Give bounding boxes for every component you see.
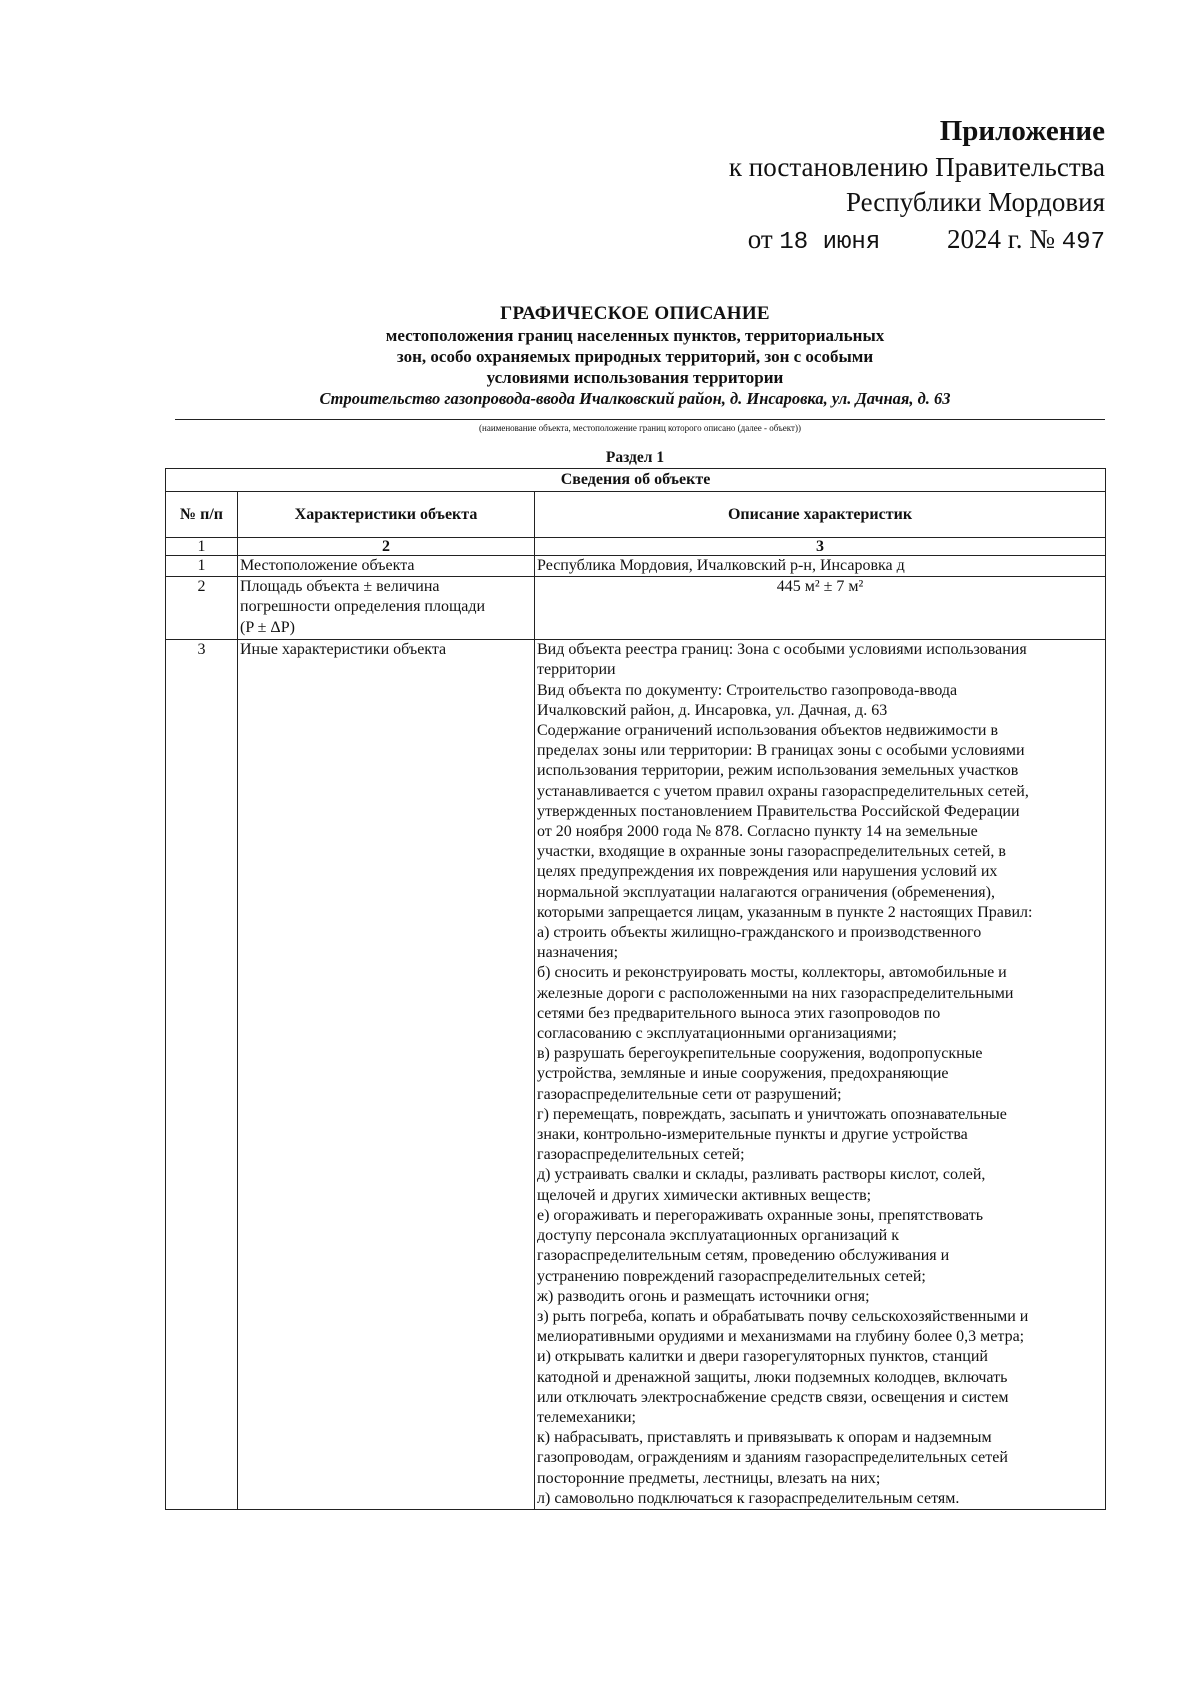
row-characteristic: Иные характеристики объекта <box>238 640 535 1510</box>
object-name-underline <box>175 419 1105 420</box>
object-name: Строительство газопровода-ввода Ичалковский район, д. Инсаровка, ул. Дачная, д. 63 <box>319 389 951 408</box>
row-characteristic: Местоположение объекта <box>238 556 535 577</box>
description-line: от 20 ноября 2000 года № 878. Согласно пункту 14 на земельные <box>537 823 978 841</box>
header-description: Описание характеристик <box>535 492 1106 538</box>
description-line: телемеханики; <box>537 1408 636 1426</box>
description-line: или отключать электроснабжение средств связи, освещения и систем <box>537 1388 1009 1406</box>
row-description: 445 м² ± 7 м² <box>535 577 1106 640</box>
description-line: з) рыть погреба, копать и обрабатывать почву сельскохозяйственными и <box>537 1307 1029 1325</box>
description-line: которыми запрещается лицам, указанным в пункте 2 настоящих Правил: <box>537 903 1033 921</box>
description-line: согласованию с эксплуатационными организациями; <box>537 1025 897 1043</box>
description-line: б) сносить и реконструировать мосты, коллекторы, автомобильные и <box>537 964 1007 982</box>
row-characteristic <box>238 577 535 640</box>
appendix-date-line <box>729 222 1105 260</box>
description-line: газораспределительным сетям, проведению обслуживания и <box>537 1247 950 1265</box>
header-number-label: № п/п <box>180 506 223 523</box>
description-line: д) устраивать свалки и склады, разливать растворы кислот, солей, <box>537 1166 986 1184</box>
description-line: л) самовольно подключаться к газораспределительным сетям. <box>537 1489 960 1507</box>
description-line: назначения; <box>537 944 619 962</box>
object-info-table <box>165 468 1106 1510</box>
table-header-row <box>166 492 1106 538</box>
document-subtitle-line: зон, особо охраняемых природных территорий, зон с особыми <box>396 347 874 366</box>
row-description <box>535 640 1106 1510</box>
description-line: катодной и дренажной защиты, люки подземных колодцев, включать <box>537 1368 1008 1386</box>
header-characteristic: Характеристики объекта <box>238 492 535 538</box>
appendix-header <box>729 112 1105 260</box>
table-row <box>166 640 1106 1510</box>
description-line: устранению повреждений газораспределительных сетей; <box>537 1267 926 1285</box>
description-line: утвержденных постановлением Правительства Российской Федерации <box>537 802 1020 820</box>
description-line: железные дороги с расположенными на них газораспределительными <box>537 984 1014 1002</box>
description-line: мелиоративными орудиями и механизмами на глубину более 0,3 метра; <box>537 1328 1025 1346</box>
date-year: 2024 г. № <box>946 224 1056 254</box>
description-line: в) разрушать берегоукрепительные сооружения, водопропускные <box>537 1045 983 1063</box>
column-numbers-row <box>166 538 1106 556</box>
description-line: ж) разводить огонь и размещать источники огня; <box>537 1287 870 1305</box>
description-line: газопроводам, ограждениям и зданиям газораспределительных сетей <box>537 1449 1008 1467</box>
description-line: нормальной эксплуатации налагаются ограничения (обременения), <box>537 883 995 901</box>
appendix-resolution-line: к постановлению Правительства <box>728 152 1105 182</box>
row-description: Республика Мордовия, Ичалковский р-н, Инсаровка д <box>535 556 1106 577</box>
description-line: устанавливается с учетом правил охраны газораспределительных сетей, <box>537 782 1029 800</box>
description-line: и) открывать калитки и двери газорегуляторных пунктов, станций <box>537 1348 988 1366</box>
section-label: Раздел 1 <box>605 449 665 466</box>
document-subtitle-line: условиями использования территории <box>486 368 784 387</box>
date-number: 497 <box>1061 229 1105 256</box>
column-number: 1 <box>166 538 238 556</box>
table-caption-row <box>166 469 1106 492</box>
description-line: пределах зоны или территории: В границах зоны с особыми условиями <box>537 742 1025 760</box>
column-number: 3 <box>535 538 1106 556</box>
description-line: газораспределительных сетей; <box>537 1146 745 1164</box>
description-line: сетями без предварительного выноса этих газопроводов по <box>537 1004 941 1022</box>
description-line: устройства, земляные и иные сооружения, предохраняющие <box>537 1065 949 1083</box>
date-day: 18 июня <box>779 229 881 256</box>
characteristic-line: Площадь объекта ± величина <box>240 578 440 596</box>
table-caption: Сведения об объекте <box>166 469 1106 492</box>
appendix-title: Приложение <box>939 115 1105 147</box>
description-line: газораспределительные сети от разрушений; <box>537 1085 842 1103</box>
document-subtitle-line: местоположения границ населенных пунктов, территориальных <box>385 326 885 345</box>
description-line: территории <box>537 661 616 679</box>
description-line: Вид объекта по документу: Строительство газопровода-ввода <box>537 681 958 699</box>
document-title-block <box>165 302 1105 409</box>
date-prefix: от <box>747 224 773 254</box>
table-row <box>166 556 1106 577</box>
description-line: использования территории, режим использования земельных участков <box>537 762 1019 780</box>
characteristic-line: (P ± ΔP) <box>240 618 295 636</box>
column-number: 2 <box>238 538 535 556</box>
row-number: 1 <box>166 556 238 577</box>
description-line: посторонние предметы, лестницы, влезать на них; <box>537 1469 881 1487</box>
appendix-republic-line: Республики Мордовия <box>845 187 1105 217</box>
object-caption: (наименование объекта, местоположение границ которого описано (далее - объект)) <box>479 423 801 433</box>
row-number: 2 <box>166 577 238 640</box>
description-line: Ичалковский район, д. Инсаровка, ул. Дачная, д. 63 <box>537 701 888 719</box>
table-row <box>166 577 1106 640</box>
description-line: целях предупреждения их повреждения или нарушения условий их <box>537 863 998 881</box>
description-line: к) набрасывать, приставлять и привязывать к опорам и надземным <box>537 1429 992 1447</box>
description-line: знаки, контрольно-измерительные пункты и другие устройства <box>537 1126 968 1144</box>
description-line: г) перемещать, повреждать, засыпать и уничтожать опознавательные <box>537 1105 1007 1123</box>
characteristic-line: погрешности определения площади <box>240 598 486 616</box>
description-line: щелочей и других химически активных веществ; <box>537 1186 872 1204</box>
description-line: доступу персонала эксплуатационных организаций к <box>537 1227 899 1245</box>
header-number <box>166 492 238 538</box>
description-line: а) строить объекты жилищно-гражданского и производственного <box>537 924 982 942</box>
row-number: 3 <box>166 640 238 1510</box>
description-line: Вид объекта реестра границ: Зона с особыми условиями использования <box>537 641 1027 659</box>
document-title: ГРАФИЧЕСКОЕ ОПИСАНИЕ <box>500 303 770 324</box>
description-line: участки, входящие в охранные зоны газораспределительных сетей, в <box>537 843 1006 861</box>
description-line: е) огораживать и перегораживать охранные зоны, препятствовать <box>537 1206 984 1224</box>
description-line: Содержание ограничений использования объектов недвижимости в <box>537 722 998 740</box>
